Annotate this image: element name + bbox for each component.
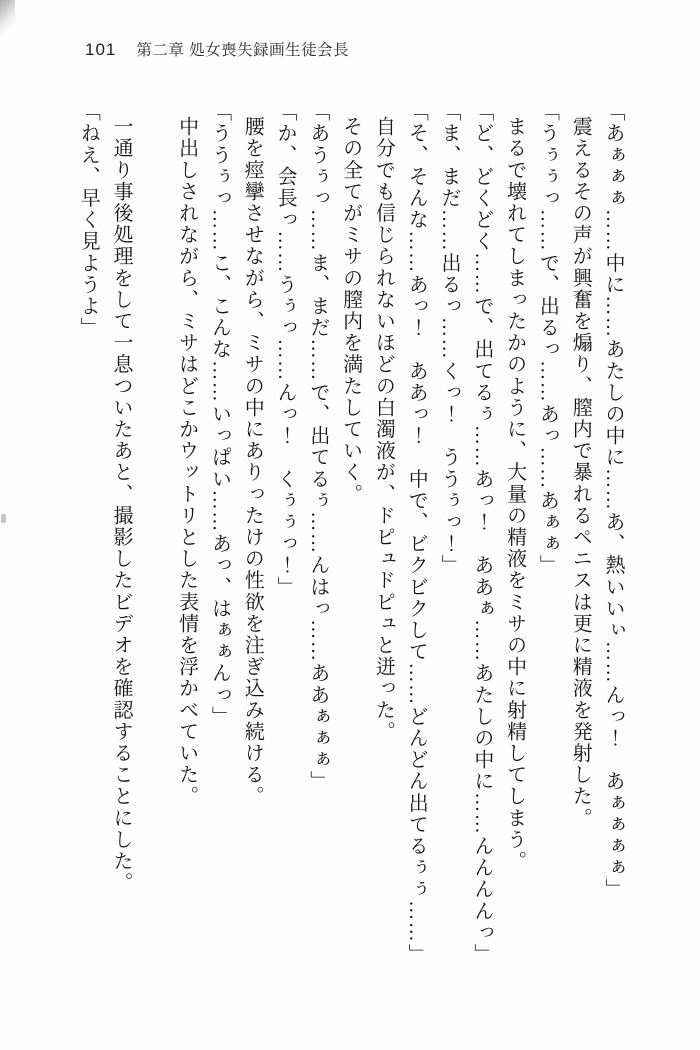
scan-edge-mark xyxy=(1,514,6,523)
text-column: 一通り事後処理をして一息ついたあと、撮影したビデオを確認することにした。 xyxy=(110,116,133,894)
text-column: 震えるその声が興奮を煽り、膣内で暴れるペニスは更に精液を発射した。 xyxy=(569,116,592,829)
text-column: 「うぅぅっ……で、出るっ……あっ……あぁぁ」 xyxy=(536,101,559,577)
text-column: 「ど、どくどく……で、出てるぅ……あっ！ ああぁ……あたしの中に……んんんんっ」 xyxy=(470,101,493,965)
text-column: 「そ、そんな……あっ！ ああっ！ 中で、ビクビクして……どんどん出てるぅぅ……」 xyxy=(405,101,428,965)
text-column: まるで壊れてしまったかのように、大量の精液をミサの中に射精してしまう。 xyxy=(503,116,526,872)
column-spacer xyxy=(143,101,165,991)
text-column: 中出しされながら、ミサはどこかウットリとした表情を浮かべていた。 xyxy=(175,116,198,808)
text-column: 自分でも信じられないほどの白濁液が、ドピュドピュと迸った。 xyxy=(372,116,395,743)
text-column: 「ううぅっ……こ、こんな……いっぱい……あっ、はぁぁんっ」 xyxy=(208,101,231,728)
running-header xyxy=(85,38,349,60)
text-column: 「ねえ、早く見ようよ」 xyxy=(77,101,100,339)
page-number: 101 xyxy=(85,40,117,59)
text-column: 「ま、まだ……出るっ……くっ！ ううぅっ！」 xyxy=(438,101,461,577)
text-column: 「あうぅっ……ま、まだ……で、出てるぅ……んはっ……ああぁぁぁ」 xyxy=(306,101,329,793)
scan-corner-artifact xyxy=(0,0,15,36)
text-column: その全てがミサの膣内を満たしていく。 xyxy=(339,116,362,505)
text-column: 「か、会長っ……うぅっ……んっ！ くぅぅっ！」 xyxy=(274,101,297,598)
text-columns xyxy=(77,101,624,991)
text-column: 「あぁぁぁ……中に……あたしの中に……あ、熱いいぃ……んっ！ あぁぁぁぁ」 xyxy=(602,101,624,901)
chapter-title: 第二章 処女喪失録画生徒会長 xyxy=(136,42,350,59)
text-column: 腰を痙攣させながら、ミサの中にありったけの性欲を注ぎ込み続ける。 xyxy=(241,116,264,808)
